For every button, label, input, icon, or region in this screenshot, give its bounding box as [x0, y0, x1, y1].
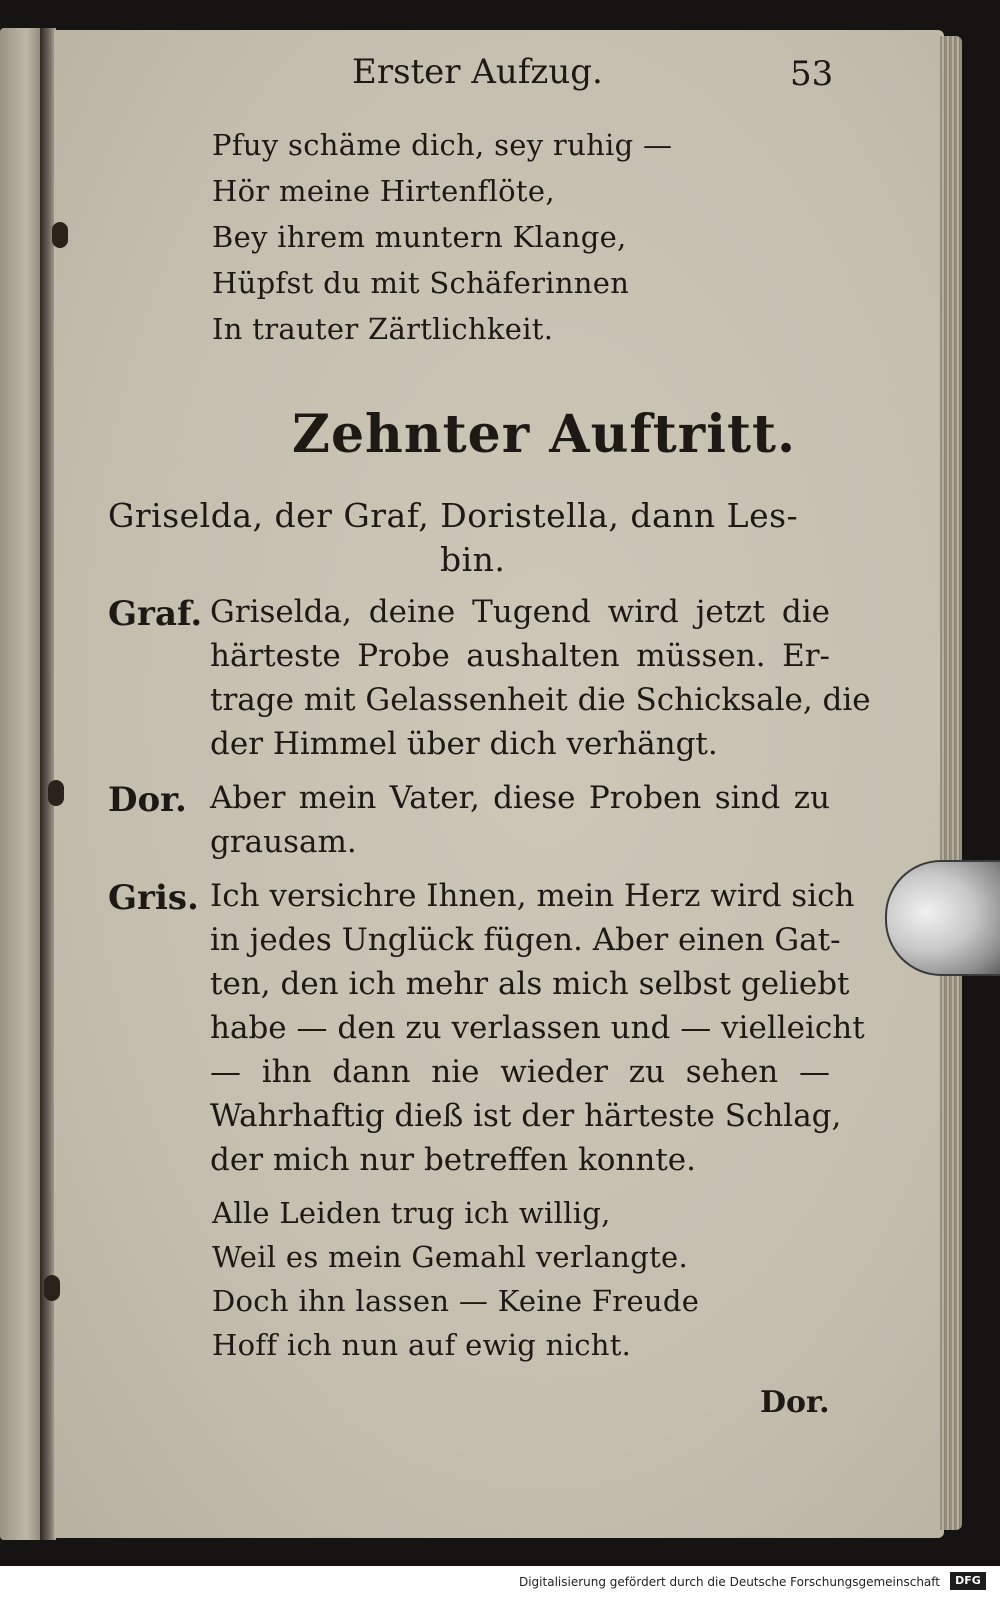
scanner-clip-icon: [885, 860, 1000, 976]
speech-line: Aber mein Vater, diese Proben sind zu: [210, 780, 830, 816]
speech-line: grausam.: [210, 824, 357, 860]
verse-line: Hoff ich nun auf ewig nicht.: [212, 1328, 632, 1362]
verse-line: Weil es mein Gemahl verlangte.: [212, 1240, 689, 1274]
speech-line: in jedes Unglück fügen. Aber einen Gat-: [210, 922, 841, 958]
speech-line: härteste Probe aushalten müssen. Er-: [210, 638, 830, 674]
verse-line: Pfuy schäme dich, sey ruhig —: [212, 128, 673, 162]
paper-damage-hole: [48, 780, 64, 806]
speech-line: Ich versichre Ihnen, mein Herz wird sich: [210, 878, 855, 914]
verse-line: In trauter Zärtlichkeit.: [212, 312, 554, 346]
speech-line: — ihn dann nie wieder zu sehen —: [210, 1054, 830, 1090]
paper-damage-hole: [52, 222, 68, 248]
page-fore-edge: [940, 36, 962, 1530]
funding-credit: Digitalisierung gefördert durch die Deutsche Forschungsgemeinschaft: [518, 1575, 940, 1589]
catchword: Dor.: [760, 1385, 830, 1420]
cast-list: bin.: [440, 540, 506, 579]
verse-line: Doch ihn lassen — Keine Freude: [212, 1284, 700, 1318]
dfg-logo: DFG: [950, 1572, 986, 1590]
speaker-name: Graf.: [108, 594, 203, 634]
verse-line: Hör meine Hirtenflöte,: [212, 174, 555, 208]
speech-line: der mich nur betreffen konnte.: [210, 1142, 696, 1178]
page-number: 53: [790, 54, 834, 94]
verse-line: Alle Leiden trug ich willig,: [212, 1196, 611, 1230]
verse-line: Bey ihrem muntern Klange,: [212, 220, 627, 254]
scene-title: Zehnter Auftritt.: [292, 404, 797, 465]
speech-line: trage mit Gelassenheit die Schicksale, die: [210, 682, 871, 718]
cast-list: Griselda, der Graf, Doristella, dann Les-: [108, 496, 799, 535]
speaker-name: Gris.: [108, 878, 199, 918]
previous-page-edge: [0, 28, 44, 1540]
speech-line: der Himmel über dich verhängt.: [210, 726, 718, 762]
paper-damage-hole: [44, 1275, 60, 1301]
speech-line: Wahrhaftig dieß ist der härteste Schlag,: [210, 1098, 842, 1134]
speech-line: ten, den ich mehr als mich selbst geliebt: [210, 966, 850, 1002]
footer-bar: [0, 1566, 1000, 1598]
running-head: Erster Aufzug.: [352, 52, 603, 92]
speaker-name: Dor.: [108, 780, 187, 820]
speech-line: habe — den zu verlassen und — vielleicht: [210, 1010, 865, 1046]
verse-line: Hüpfst du mit Schäferinnen: [212, 266, 630, 300]
speech-line: Griselda, deine Tugend wird jetzt die: [210, 594, 830, 630]
